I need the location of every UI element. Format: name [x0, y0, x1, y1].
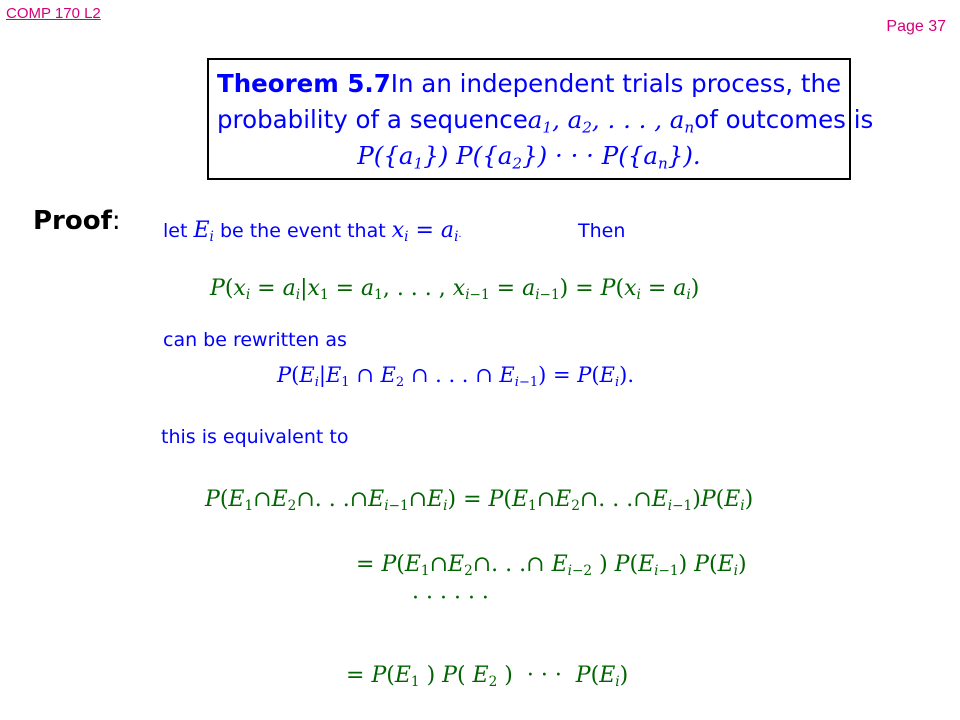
- theorem-heading: Theorem 5.7: [217, 69, 391, 98]
- let-text: let: [163, 220, 188, 242]
- theorem-box: [207, 58, 874, 180]
- proof-colon: :: [111, 206, 121, 236]
- course-header-link[interactable]: COMP 170 L2: [6, 5, 101, 22]
- theorem-line-1: [217, 66, 841, 102]
- proof-word: Proof: [33, 206, 112, 236]
- proof-line-let: let $E_i$ be the event that $x_i = a_i$.: [163, 218, 462, 246]
- expansion-step-1: = $P(E_1\cap E_2\cap$. . .∩ $E_{i-2}$ ) $P(E_{i-1})$ $P(E_i)$: [356, 552, 747, 580]
- then-text: Then: [578, 220, 626, 242]
- event-Ei-math: $E_i$: [193, 218, 214, 246]
- theorem-sequence-math: $a_1$, $a_2$, . . . , $a_n$: [527, 105, 695, 137]
- theorem-line-3: [217, 138, 841, 174]
- ellipsis-dots: · · · · · ·: [412, 586, 489, 611]
- final-product-equation: = $P(E_1$ ) P( $E_2$ ) · · · $P(E_i)$: [346, 663, 629, 691]
- event-conditional-equation: $P(E_i|E_1$ ∩ $E_2$ ∩ . . . ∩ $E_{i-1}) = P(E_i)$.: [277, 363, 634, 390]
- theorem-product-math: $P(\{a_1\}) P(\{a_2\})$ · · · $P(\{a_n\})$.: [357, 141, 701, 173]
- page-number: Page 37: [886, 18, 946, 35]
- proof-label: [33, 206, 121, 236]
- conditional-prob-equation: $P(x_i = a_i|x_1 = a_1$, . . . , $x_{i-1} = a_{i-1}) = P(x_i = a_i)$: [210, 276, 700, 304]
- be-event-text: be the event that: [219, 220, 386, 242]
- intersection-equation: $P(E_1\cap E_2\cap$. . $.\cap E_{i-1}\cap E_i$) = $P(E_1\cap E_2\cap$. . $.\cap E_{i-1})P(E_i)$: [205, 487, 754, 515]
- equivalent-text: this is equivalent to: [161, 426, 349, 448]
- theorem-line2-text-b: of outcomes is: [694, 105, 874, 134]
- theorem-line-2: [217, 102, 874, 138]
- theorem-line2-text-a: probability of a sequence: [217, 105, 528, 134]
- xi-equals-ai-math: $x_i = a_i$: [391, 218, 459, 246]
- rewritten-text: can be rewritten as: [163, 329, 347, 351]
- theorem-line1-text: In an independent trials process, the: [390, 69, 842, 98]
